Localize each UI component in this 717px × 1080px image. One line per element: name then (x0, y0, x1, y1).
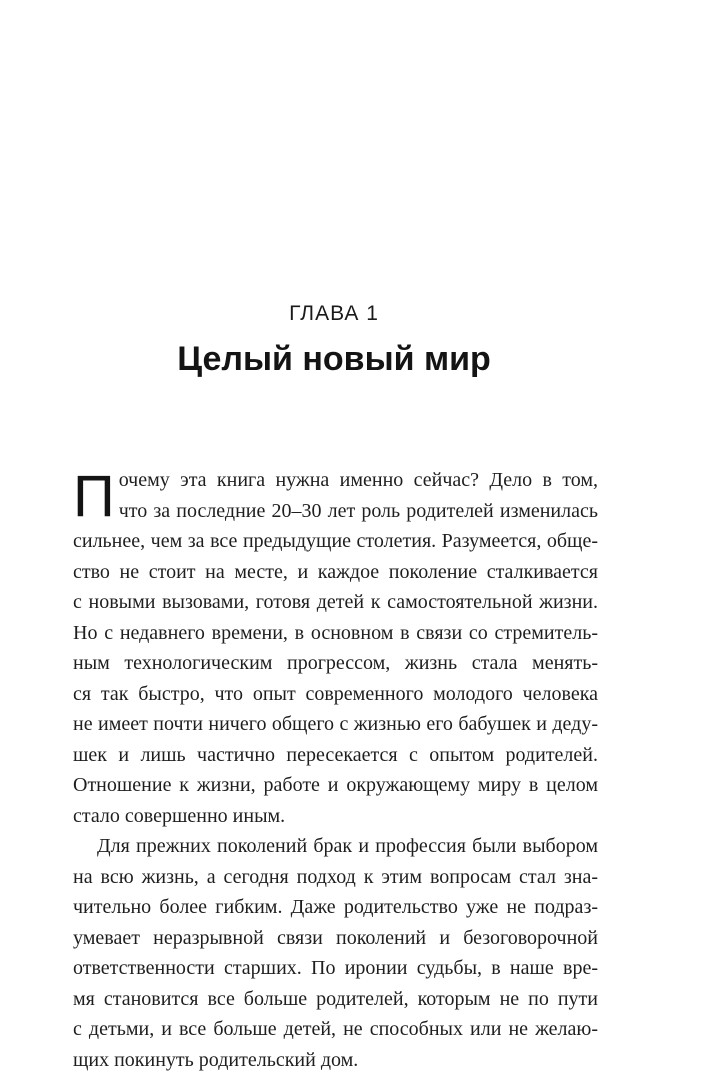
text-line: ство не стоит на месте, и каждое поколение сталкивается (73, 560, 598, 583)
text-line: ся так быстро, что опыт современного молодого человека (73, 682, 598, 705)
paragraph-1 (73, 465, 598, 831)
text-line: что за последние 20–30 лет роль родителей изменилась (118, 499, 598, 522)
chapter-title: Целый новый мир (177, 340, 491, 378)
text-line: с детьми, и все больше детей, не способных или не желаю- (73, 1018, 598, 1040)
text-line: щих покинуть родительский дом. (73, 1048, 359, 1071)
text-line: Отношение к жизни, работе и окружающему миру в целом (73, 774, 598, 796)
text-line: на всю жизнь, а сегодня подход к этим вопросам стал зна- (73, 865, 598, 888)
text-line: Для прежних поколений брак и профессия были выбором (97, 835, 598, 857)
text-line: шек и лишь частично пересекается с опытом родителей. (73, 743, 598, 766)
text-line: очему эта книга нужна именно сейчас? Дело в том, (118, 469, 598, 491)
text-line: не имеет почти ничего общего с жизнью его бабушек и деду- (73, 713, 598, 735)
drop-cap: П (73, 464, 115, 529)
chapter-label: ГЛАВА 1 (289, 302, 379, 325)
text-line: с новыми вызовами, готовя детей к самостоятельной жизни. (73, 591, 598, 613)
paragraph-2 (73, 831, 598, 1075)
text-line: ответственности старших. По иронии судьбы, в наше вре- (73, 957, 598, 979)
text-line: мя становится все больше родителей, которым не по пути (73, 987, 598, 1010)
text-line: стало совершенно иным. (73, 804, 286, 827)
text-line: Но с недавнего времени, в основном в связи со стремитель- (73, 621, 598, 644)
text-line: умевает неразрывной связи поколений и безоговорочной (73, 926, 598, 949)
text-line: чительно более гибким. Даже родительство уже не подраз- (73, 896, 598, 918)
text-line: ным технологическим прогрессом, жизнь стала менять- (73, 652, 598, 674)
text-line: сильнее, чем за все предыдущие столетия. Разумеется, обще- (73, 530, 598, 552)
chapter-body (73, 465, 598, 1075)
